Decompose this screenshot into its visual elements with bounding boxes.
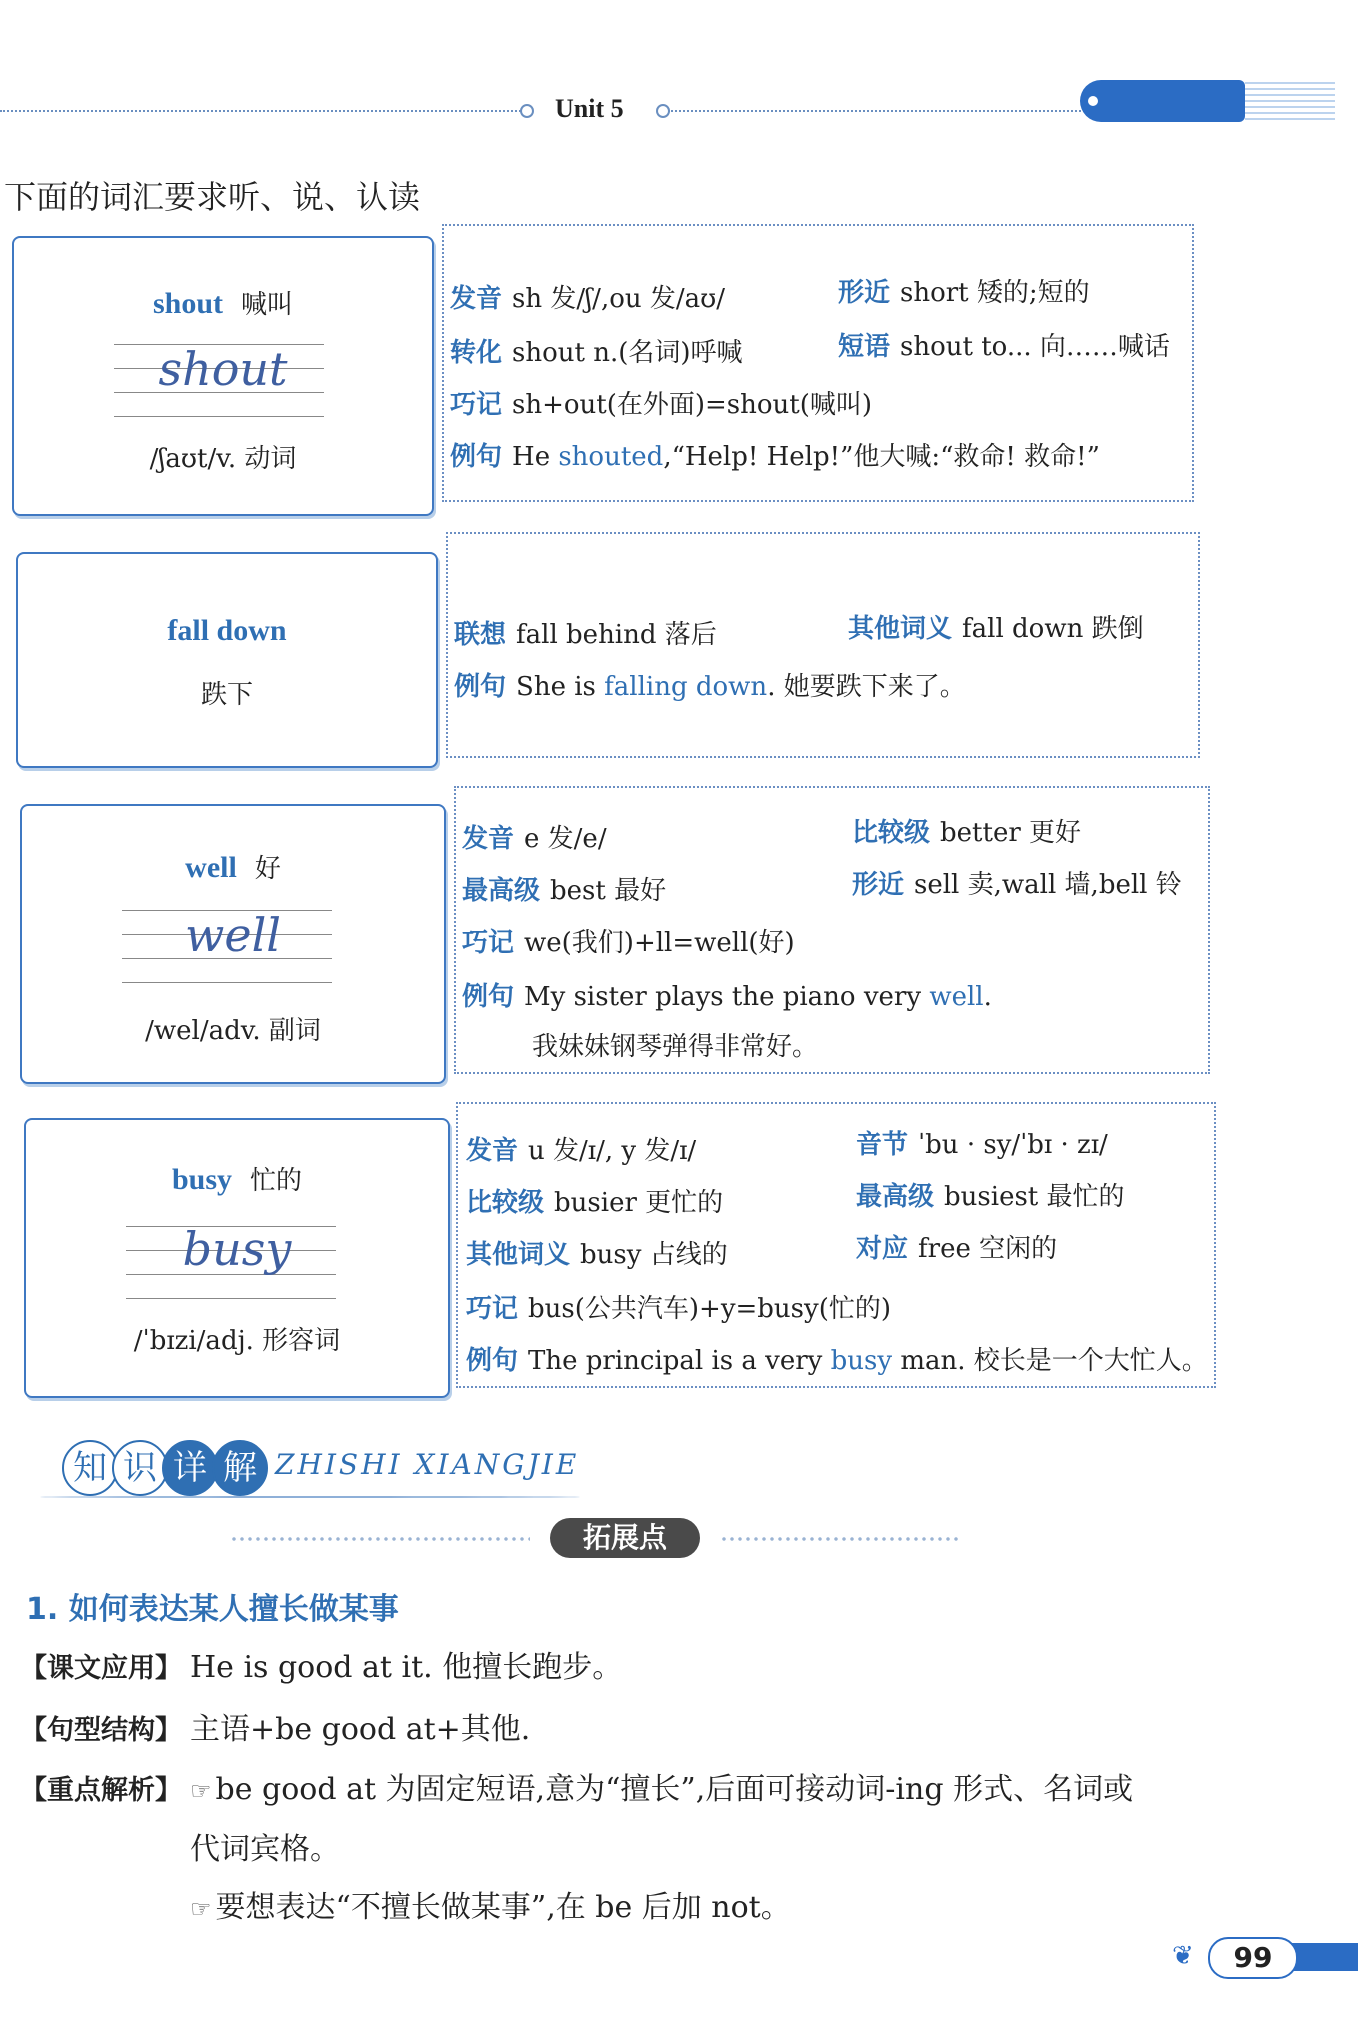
- word: fall down: [167, 614, 287, 647]
- info-row: 比较级 better 更好: [852, 818, 1082, 848]
- header-dotted-line-right: [668, 110, 1088, 112]
- info-row: 形近 sell 卖,wall 墙,bell 铃: [852, 870, 1182, 900]
- analysis-continued: 代词宾格。: [190, 1832, 340, 1867]
- header-dotted-line-left: [0, 110, 525, 112]
- header-blue-bar: [1080, 80, 1245, 122]
- analysis-row: 【重点解析】 ☞ be good at 为固定短语,意为“擅长”,后面可接动词-ing 形式、名词或: [20, 1772, 1134, 1807]
- info-box-well: [454, 786, 1210, 1074]
- info-row: 其他词义 busy 占线的: [466, 1240, 728, 1270]
- word-meaning: 喊叫: [241, 290, 294, 320]
- phonetic: /ˈbɪzi/adj. 形容词: [133, 1326, 341, 1356]
- section-char: 识: [112, 1440, 168, 1496]
- example-row: 例句 The principal is a very busy man. 校长是一个大忙人。: [466, 1346, 1208, 1376]
- info-row: 短语 shout to... 向……喊话: [838, 332, 1170, 362]
- section-char: 详: [162, 1440, 218, 1496]
- info-row: 最高级 busiest 最忙的: [856, 1182, 1125, 1212]
- structure-row: 【句型结构】 主语+be good at+其他.: [20, 1712, 531, 1747]
- word-card-fall-down: [16, 552, 438, 768]
- section-header: [40, 1440, 600, 1510]
- section-char: 知: [62, 1440, 118, 1496]
- info-row: 转化 shout n.(名词)呼喊: [450, 338, 743, 368]
- header-stripes: [1245, 82, 1335, 122]
- page-footer: [1172, 1935, 1358, 1979]
- application-row: 【课文应用】 He is good at it. 他擅长跑步。: [20, 1650, 623, 1685]
- info-box-fall-down: [446, 532, 1200, 758]
- header-bar-dot: [1088, 96, 1098, 106]
- info-row: 对应 free 空闲的: [856, 1234, 1058, 1264]
- section-underline: [40, 1496, 580, 1498]
- info-row: 音节 ˈbu · sy/ˈbɪ · zɪ/: [856, 1130, 1108, 1160]
- example-row: 例句 She is falling down. 她要跌下来了。: [454, 672, 966, 702]
- word-meaning: 跌下: [200, 680, 253, 710]
- word-heading: [26, 1160, 448, 1197]
- info-row: 最高级 best 最好: [462, 876, 667, 906]
- hand-pointer-icon: ☞: [190, 1895, 212, 1923]
- word-card-busy: [24, 1118, 450, 1398]
- extension-badge: 拓展点: [550, 1518, 700, 1558]
- example-row: 例句 My sister plays the piano very well.: [462, 982, 992, 1012]
- info-row: 发音 e 发/e/: [462, 824, 607, 854]
- handwriting-word: well: [184, 908, 282, 962]
- info-row: 巧记 we(我们)+ll=well(好): [462, 928, 795, 958]
- page-header: [0, 70, 1358, 140]
- info-row: 其他词义 fall down 跌倒: [848, 614, 1144, 644]
- section-pinyin: ZHISHI XIANGJIE: [275, 1448, 580, 1481]
- info-row: 形近 short 矮的;短的: [838, 278, 1090, 308]
- info-row: 发音 u 发/ɪ/, y 发/ɪ/: [466, 1136, 697, 1166]
- leaf-icon: ❦: [1172, 1941, 1194, 1971]
- point-title: 1. 如何表达某人擅长做某事: [26, 1592, 399, 1627]
- extension-divider: [230, 1518, 960, 1558]
- unit-title: Unit 5: [555, 94, 624, 123]
- analysis-row-2: ☞ 要想表达“不擅长做某事”,在 be 后加 not。: [190, 1890, 791, 1925]
- intro-text: 下面的词汇要求听、说、认读: [4, 178, 421, 216]
- word-heading: [22, 848, 444, 885]
- handwriting-word: shout: [158, 342, 288, 396]
- word-heading: [14, 284, 432, 321]
- phonetic: /ʃaʊt/v. 动词: [149, 444, 297, 474]
- dots-right: [720, 1536, 960, 1542]
- info-box-busy: [456, 1102, 1216, 1388]
- hand-pointer-icon: ☞: [190, 1777, 212, 1805]
- word-meaning: 好: [254, 854, 281, 884]
- handwriting-word: busy: [182, 1222, 292, 1276]
- word-card-shout: [12, 236, 434, 516]
- info-row: 联想 fall behind 落后: [454, 620, 717, 650]
- word-heading: [18, 614, 436, 648]
- dots-left: [230, 1536, 530, 1542]
- word: busy: [171, 1163, 233, 1196]
- word: shout: [152, 287, 224, 320]
- example-row: 例句 He shouted,“Help! Help!”他大喊:“救命! 救命!”: [450, 442, 1100, 472]
- info-box-shout: [442, 224, 1194, 502]
- word: well: [185, 851, 237, 884]
- section-char: 解: [212, 1440, 268, 1496]
- info-row: 发音 sh 发/ʃ/,ou 发/aʊ/: [450, 284, 726, 314]
- word-card-well: [20, 804, 446, 1084]
- info-row: 巧记 sh+out(在外面)=shout(喊叫): [450, 390, 873, 420]
- page-number: 99: [1208, 1937, 1298, 1979]
- info-row: 比较级 busier 更忙的: [466, 1188, 724, 1218]
- phonetic: /wel/adv. 副词: [145, 1016, 321, 1046]
- header-dot-left: [520, 104, 534, 118]
- info-row: 巧记 bus(公共汽车)+y=busy(忙的): [466, 1294, 892, 1324]
- footer-blue-bar: [1292, 1943, 1358, 1971]
- example-translation: 我妹妹钢琴弹得非常好。: [532, 1032, 819, 1062]
- word-meaning: 忙的: [250, 1166, 303, 1196]
